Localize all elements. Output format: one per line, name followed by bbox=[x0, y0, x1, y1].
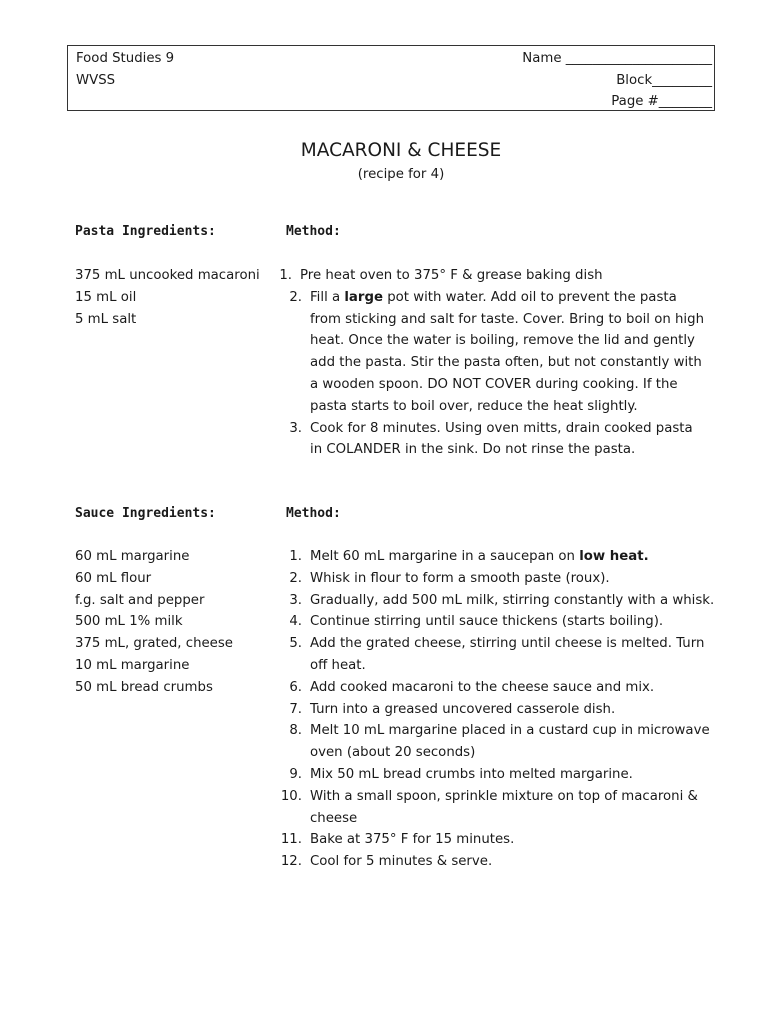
sauce-method-steps bbox=[278, 546, 718, 873]
step-number: 10. bbox=[280, 788, 302, 804]
step-number: 2. bbox=[289, 570, 302, 586]
step-text: Melt 10 mL margarine placed in a custard cup in microwave oven (about 20 seconds) bbox=[310, 723, 710, 761]
pasta-step-2 bbox=[278, 287, 708, 418]
step-text: Bake at 375° F for 15 minutes. bbox=[310, 832, 515, 848]
sauce-step-3 bbox=[278, 590, 718, 612]
recipe-subtitle: (recipe for 4) bbox=[357, 167, 445, 182]
list-item: 500 mL 1% milk bbox=[75, 614, 183, 630]
step-text: Whisk in flour to form a smooth paste (roux). bbox=[310, 570, 610, 586]
step-text: Mix 50 mL bread crumbs into melted margarine. bbox=[310, 766, 633, 782]
step-number: 9. bbox=[289, 766, 302, 782]
list-item: f.g. salt and pepper bbox=[75, 592, 205, 608]
step-number: 8. bbox=[289, 723, 302, 739]
emphasis: large bbox=[344, 289, 383, 305]
sauce-step-8 bbox=[278, 720, 718, 764]
step-text: Gradually, add 500 mL milk, stirring constantly with a whisk. bbox=[310, 592, 715, 608]
sauce-step-11 bbox=[278, 829, 718, 851]
step-text: Add the grated cheese, stirring until cheese is melted. Turn off heat. bbox=[310, 636, 705, 673]
step-number: 11. bbox=[280, 832, 302, 848]
header-box bbox=[67, 45, 715, 111]
list-item: 50 mL bread crumbs bbox=[75, 679, 213, 695]
list-item: 375 mL, grated, cheese bbox=[75, 636, 233, 652]
emphasis: low heat. bbox=[579, 549, 649, 564]
step-number: 3. bbox=[289, 420, 302, 436]
step-number: 1. bbox=[289, 549, 302, 564]
step-text: Continue stirring until sauce thickens (starts boiling). bbox=[310, 614, 664, 630]
sauce-method-heading: Method: bbox=[286, 506, 341, 521]
sauce-step-7 bbox=[278, 699, 718, 721]
step-number: 6. bbox=[289, 679, 302, 695]
pasta-method-heading: Method: bbox=[286, 224, 341, 239]
sauce-ingredients-list bbox=[75, 546, 233, 699]
sauce-step-4 bbox=[278, 611, 718, 633]
step-text: Cool for 5 minutes & serve. bbox=[310, 854, 493, 870]
list-item: 15 mL oil bbox=[75, 289, 137, 305]
step-text: With a small spoon, sprinkle mixture on top of macaroni & cheese bbox=[310, 788, 698, 826]
list-item: 10 mL margarine bbox=[75, 657, 190, 673]
step-number: 5. bbox=[289, 636, 302, 652]
sauce-step-9 bbox=[278, 764, 718, 786]
pasta-ingredients-list bbox=[75, 265, 260, 330]
sauce-step-12 bbox=[278, 851, 718, 873]
step-text: Pre heat oven to 375° F & grease baking dish bbox=[300, 268, 603, 283]
step-number: 3. bbox=[289, 592, 302, 608]
list-item: 60 mL margarine bbox=[75, 549, 190, 564]
step-text: Turn into a greased uncovered casserole dish. bbox=[310, 701, 616, 717]
step-number: 12. bbox=[280, 854, 302, 870]
sauce-step-1 bbox=[278, 546, 718, 568]
pasta-step-3 bbox=[278, 418, 708, 462]
pasta-ingredients-heading: Pasta Ingredients: bbox=[75, 224, 216, 239]
step-text: Fill a large pot with water. Add oil to prevent the pasta from sticking and salt for taste. Cover. Bring to boil on high heat. Once the water is boiling, remove the lid and gently add the pasta. Stir the pasta often, but not constantly with a wooden spoon. DO NOT COVER during cooking. If the pasta starts to boil over, reduce the heat slightly. bbox=[310, 289, 704, 414]
block-field[interactable]: Block_________ bbox=[616, 73, 712, 88]
sauce-ingredients-heading: Sauce Ingredients: bbox=[75, 506, 216, 521]
sauce-step-10 bbox=[278, 786, 718, 830]
step-text: Cook for 8 minutes. Using oven mitts, drain cooked pasta in COLANDER in the sink. Do not rinse the pasta. bbox=[310, 420, 693, 458]
recipe-title: MACARONI & CHEESE bbox=[300, 140, 502, 161]
list-item: 5 mL salt bbox=[75, 311, 137, 327]
sauce-step-2 bbox=[278, 568, 718, 590]
course-name: Food Studies 9 bbox=[76, 51, 175, 66]
step-number: 4. bbox=[289, 614, 302, 630]
pasta-step-1 bbox=[268, 265, 708, 287]
sauce-step-5 bbox=[278, 633, 718, 677]
step-text: Add cooked macaroni to the cheese sauce and mix. bbox=[310, 679, 655, 695]
sauce-step-6 bbox=[278, 677, 718, 699]
step-number: 2. bbox=[289, 289, 302, 305]
school-name: WVSS bbox=[76, 73, 116, 88]
step-text: Melt 60 mL margarine in a saucepan on low heat. bbox=[310, 549, 649, 564]
pasta-method-steps bbox=[268, 265, 708, 461]
step-number: 7. bbox=[289, 701, 302, 717]
list-item: 60 mL flour bbox=[75, 570, 152, 586]
page-number-field[interactable]: Page #________ bbox=[611, 94, 712, 109]
name-field[interactable]: Name ______________________ bbox=[522, 51, 712, 66]
step-number: 1. bbox=[279, 268, 292, 283]
list-item: 375 mL uncooked macaroni bbox=[75, 268, 260, 283]
